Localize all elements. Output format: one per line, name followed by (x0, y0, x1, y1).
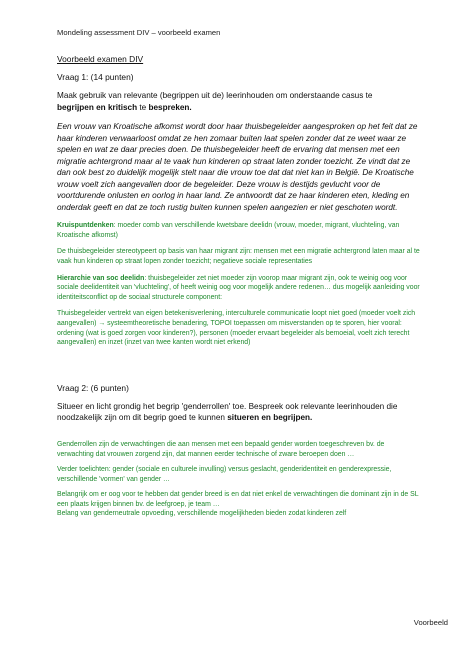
q1-instruction-bold-2: bespreken. (148, 102, 192, 112)
answer-paragraph (57, 274, 422, 303)
answer-bold-term: Kruispuntdenken (57, 222, 114, 230)
question-1-heading: Vraag 1: (14 punten) (57, 72, 134, 82)
answer-bold-term: Hierarchie van soc deelidn (57, 274, 145, 282)
q2-instruction-bold: situeren en begrijpen. (227, 413, 313, 423)
case-description: Een vrouw van Kroatische afkomst wordt door haar thuisbegeleider aangesproken op het feit dat ze haar kinderen verwaarloost omdat ze hen zomaar buiten laat spelen zonder dat ze weet waar ze spelen en wat ze daar precies doen. De thuisbegeleider heeft de ervaring dat mensen met een migratie achtergrond maar al te vaak hun kinderen op straat laten zonder toezicht. Ze vindt dat ze dan ook best zo duidelijk mogelijk stelt naar die vrouw toe dat dat niet kan in België. De Kroatische vrouw voelt zich aangevallen door de begeleider. Deze vrouw is destijds gevlucht voor de voortdurende onlusten en oorlog in haar land. Ze antwoordt dat ze haar kinderen eten, kleding en onderdak geeft en dat ze toch rustig buiten kunnen spelen aangezien er niet geschoten wordt. (57, 122, 418, 212)
answer-paragraph (57, 221, 422, 240)
q1-instruction-text: Maak gebruik van relevante (begrippen uit de) leerinhouden om onderstaande casus te (57, 91, 373, 100)
answer-text: : moeder comb van verschillende kwetsbare deelidn (vrouw, moeder, migrant, vluchteling, van Kroatische afkomst) (57, 222, 400, 239)
question-2-heading: Vraag 2: (6 punten) (57, 382, 129, 393)
q1-instruction-bold-1: begrijpen en kritisch (57, 102, 138, 112)
question-2-instruction (57, 401, 422, 424)
answer-text: Thuisbegeleider vertrekt van eigen betekenisverlening, interculturele communicatie loopt niet goed (moeder voelt zich aangevallen) → systeemtheoretische benadering, TOPOI toepassen om misverstanden op te sporen, hier vooral: ordening (wat is goed zorgen voor kinderen?), personen (moeder ervaart begeleider als bemoeial, voelt zich terecht aangevallen) en inzet (inzet van twee kanten wordt niet erkend) (57, 310, 416, 347)
answer-paragraph (57, 247, 422, 266)
q1-instruction-mid: te (137, 102, 149, 112)
answer-paragraph: Belangrijk om er oog voor te hebben dat gender breed is en dat niet enkel de verwachtingen die dominant zijn in de SL een plaats krijgen binnen bv. de leefgroep, je team … (57, 491, 419, 508)
page-footer: Voorbeeld (413, 618, 448, 627)
answer-paragraph: Verder toelichten: gender (sociale en culturele invulling) versus geslacht, genderidentiteit en genderexpressie, verschillende 'vormen' van gender … (57, 466, 392, 483)
answer-paragraph: Genderrollen zijn de verwachtingen die aan mensen met een bepaald gender worden toegeschreven bv. de verwachting dat vrouwen zorgend zijn, dat mannen eerder technische of zware beroepen doen … (57, 440, 385, 458)
page-header: Mondeling assessment DIV – voorbeeld examen (57, 28, 221, 37)
spacer (57, 355, 422, 383)
answer-text: : thuisbegeleider zet niet moeder zijn voorop maar migrant zijn, ook te weinig oog voor sociale deelidentiteit van 'vluchteling', of heeft weinig oog voor mogelijk andere redenen… dus mogelijk aanleiding voor identiteitsconflict op de sociaal structurele component: (57, 274, 420, 301)
question-1-instruction (57, 90, 422, 113)
answer-paragraph: Belang van genderneutrale opvoeding, verschillende mogelijkheden bieden zodat kinderen zelf (57, 510, 347, 518)
q2-instruction-text: Situeer en licht grondig het begrip 'genderrollen' toe. Bespreek ook relevante leerinhouden die noodzakelijk zijn om dit begrip goed te kunnen (57, 401, 398, 423)
spacer (57, 432, 422, 440)
answer-text: De thuisbegeleider stereotypeert op basis van haar migrant zijn: mensen met een migratie achtergrond laten maar al te vaak hun kinderen op straat lopen zonder toezicht; negatieve sociale representaties (57, 248, 420, 265)
answer-paragraph (57, 309, 422, 347)
document-body (57, 54, 422, 526)
document-title: Voorbeeld examen DIV (57, 54, 144, 64)
